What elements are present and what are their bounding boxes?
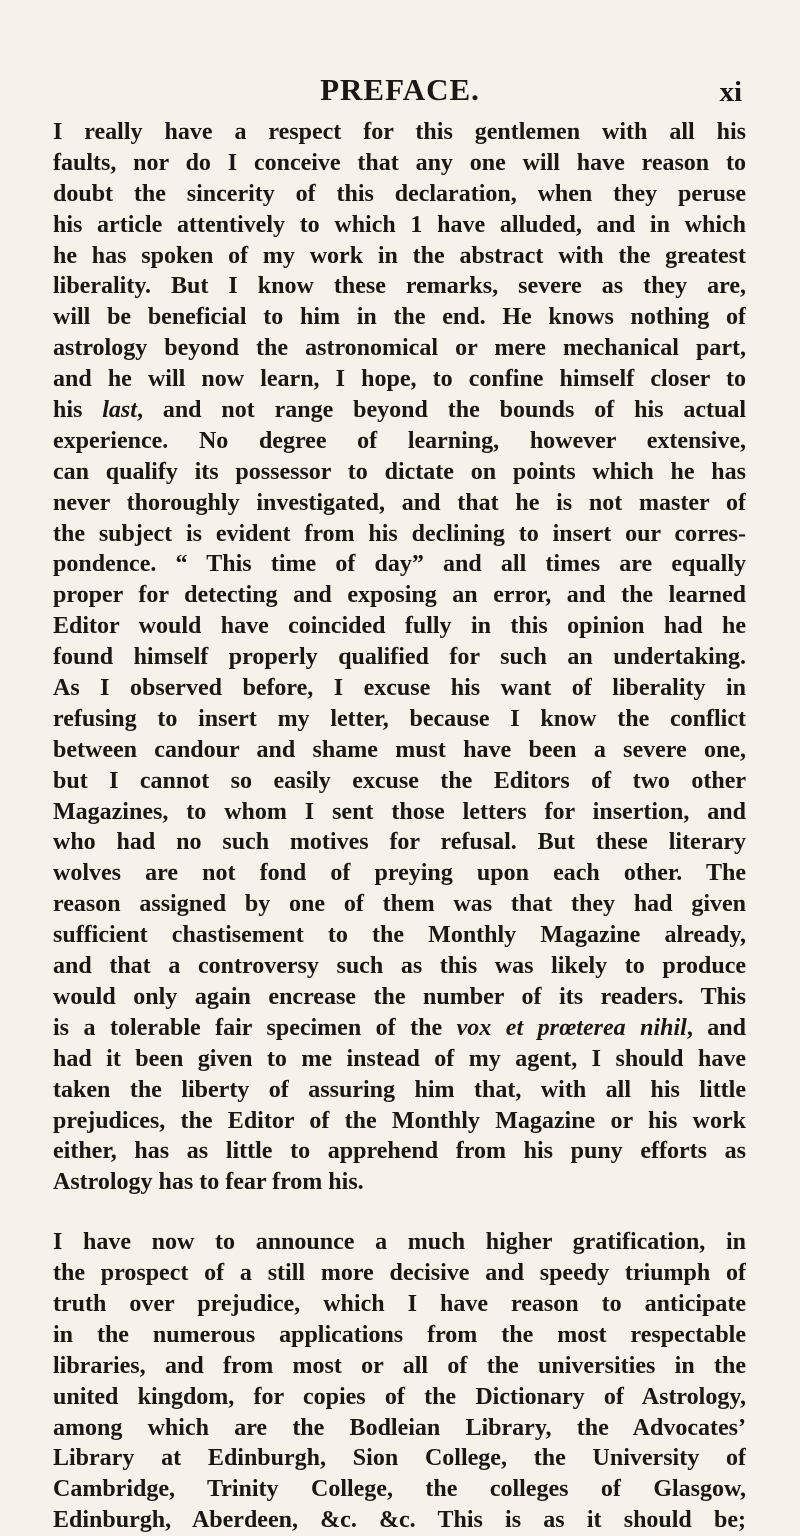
text-line: Astrology has to fear from his. [53,1169,364,1196]
paragraph-1 [53,117,746,1198]
text-line: doubt the sincerity of this declaration, when they peruse [53,180,746,207]
running-header [0,72,800,112]
paragraph-2 [53,1227,746,1536]
text-line: and that a controversy such as this was likely to produce [53,953,746,980]
text-line: Library at Edinburgh, Sion College, the University of [53,1445,746,1472]
text-line: sufficient chastisement to the Monthly Magazine already, [53,922,746,949]
text-line: prejudices, the Editor of the Monthly Magazine or his work [53,1107,746,1134]
text-line: faults, nor do I conceive that any one will have reason to [53,149,746,176]
text-line: will be beneficial to him in the end. He knows nothing of [53,304,746,331]
text-line: among which are the Bodleian Library, the Advocates’ [53,1414,746,1441]
text-line: refusing to insert my letter, because I know the conflict [53,705,746,732]
text-line: astrology beyond the astronomical or mere mechanical part, [53,335,746,362]
body-text [53,117,746,1536]
page-number: xi [719,76,742,108]
text-line: can qualify its possessor to dictate on points which he has [53,458,746,485]
text-line: had it been given to me instead of my agent, I should have [53,1045,746,1072]
text-line: pondence. “ This time of day” and all times are equally [53,551,746,578]
text-line: either, has as little to apprehend from his puny efforts as [53,1138,746,1165]
text-line: libraries, and from most or all of the universities in the [53,1352,746,1379]
text-line: wolves are not fond of preying upon each other. The [53,860,746,887]
text-line: the prospect of a still more decisive and speedy triumph of [53,1260,746,1287]
text-line: I really have a respect for this gentlemen with all his [53,119,746,145]
text-line: and he will now learn, I hope, to confine himself closer to [53,366,746,393]
paragraph-gap [53,1198,746,1227]
text-line: his last, and not range beyond the bounds of his actual [53,397,746,424]
page-title: PREFACE. [320,72,480,107]
text-line: proper for detecting and exposing an error, and the learned [53,582,746,609]
text-line: experience. No degree of learning, however extensive, [53,427,746,454]
text-line: never thoroughly investigated, and that he is not master of [53,489,746,516]
text-line: truth over prejudice, which I have reason to anticipate [53,1290,746,1317]
text-line: Magazines, to whom I sent those letters for insertion, and [53,798,746,825]
text-line: liberality. But I know these remarks, severe as they are, [53,273,746,300]
text-line: Editor would have coincided fully in this opinion had he [53,613,746,640]
text-line: Cambridge, Trinity College, the colleges of Glasgow, [53,1476,746,1503]
text-line: As I observed before, I excuse his want of liberality in [53,675,746,702]
text-line: united kingdom, for copies of the Dictionary of Astrology, [53,1383,746,1410]
text-line: but I cannot so easily excuse the Editors of two other [53,767,746,794]
text-line: is a tolerable fair specimen of the vox et prœterea nihil, and [53,1014,746,1041]
text-line: who had no such motives for refusal. But these literary [53,829,746,856]
text-line: Edinburgh, Aberdeen, &c. &c. This is as it should be; [53,1507,746,1534]
text-line: his article attentively to which 1 have alluded, and in which [53,211,746,238]
text-line: the subject is evident from his declining to insert our corres- [53,520,746,547]
text-line: he has spoken of my work in the abstract with the greatest [53,242,746,269]
text-line: reason assigned by one of them was that they had given [53,891,746,918]
text-line: between candour and shame must have been a severe one, [53,736,746,763]
text-line: in the numerous applications from the most respectable [53,1321,746,1348]
text-line: taken the liberty of assuring him that, with all his little [53,1076,746,1103]
text-line: I have now to announce a much higher gratification, in [53,1229,746,1256]
text-line: would only again encrease the number of its readers. This [53,983,746,1010]
text-line: found himself properly qualified for such an undertaking. [53,644,746,671]
